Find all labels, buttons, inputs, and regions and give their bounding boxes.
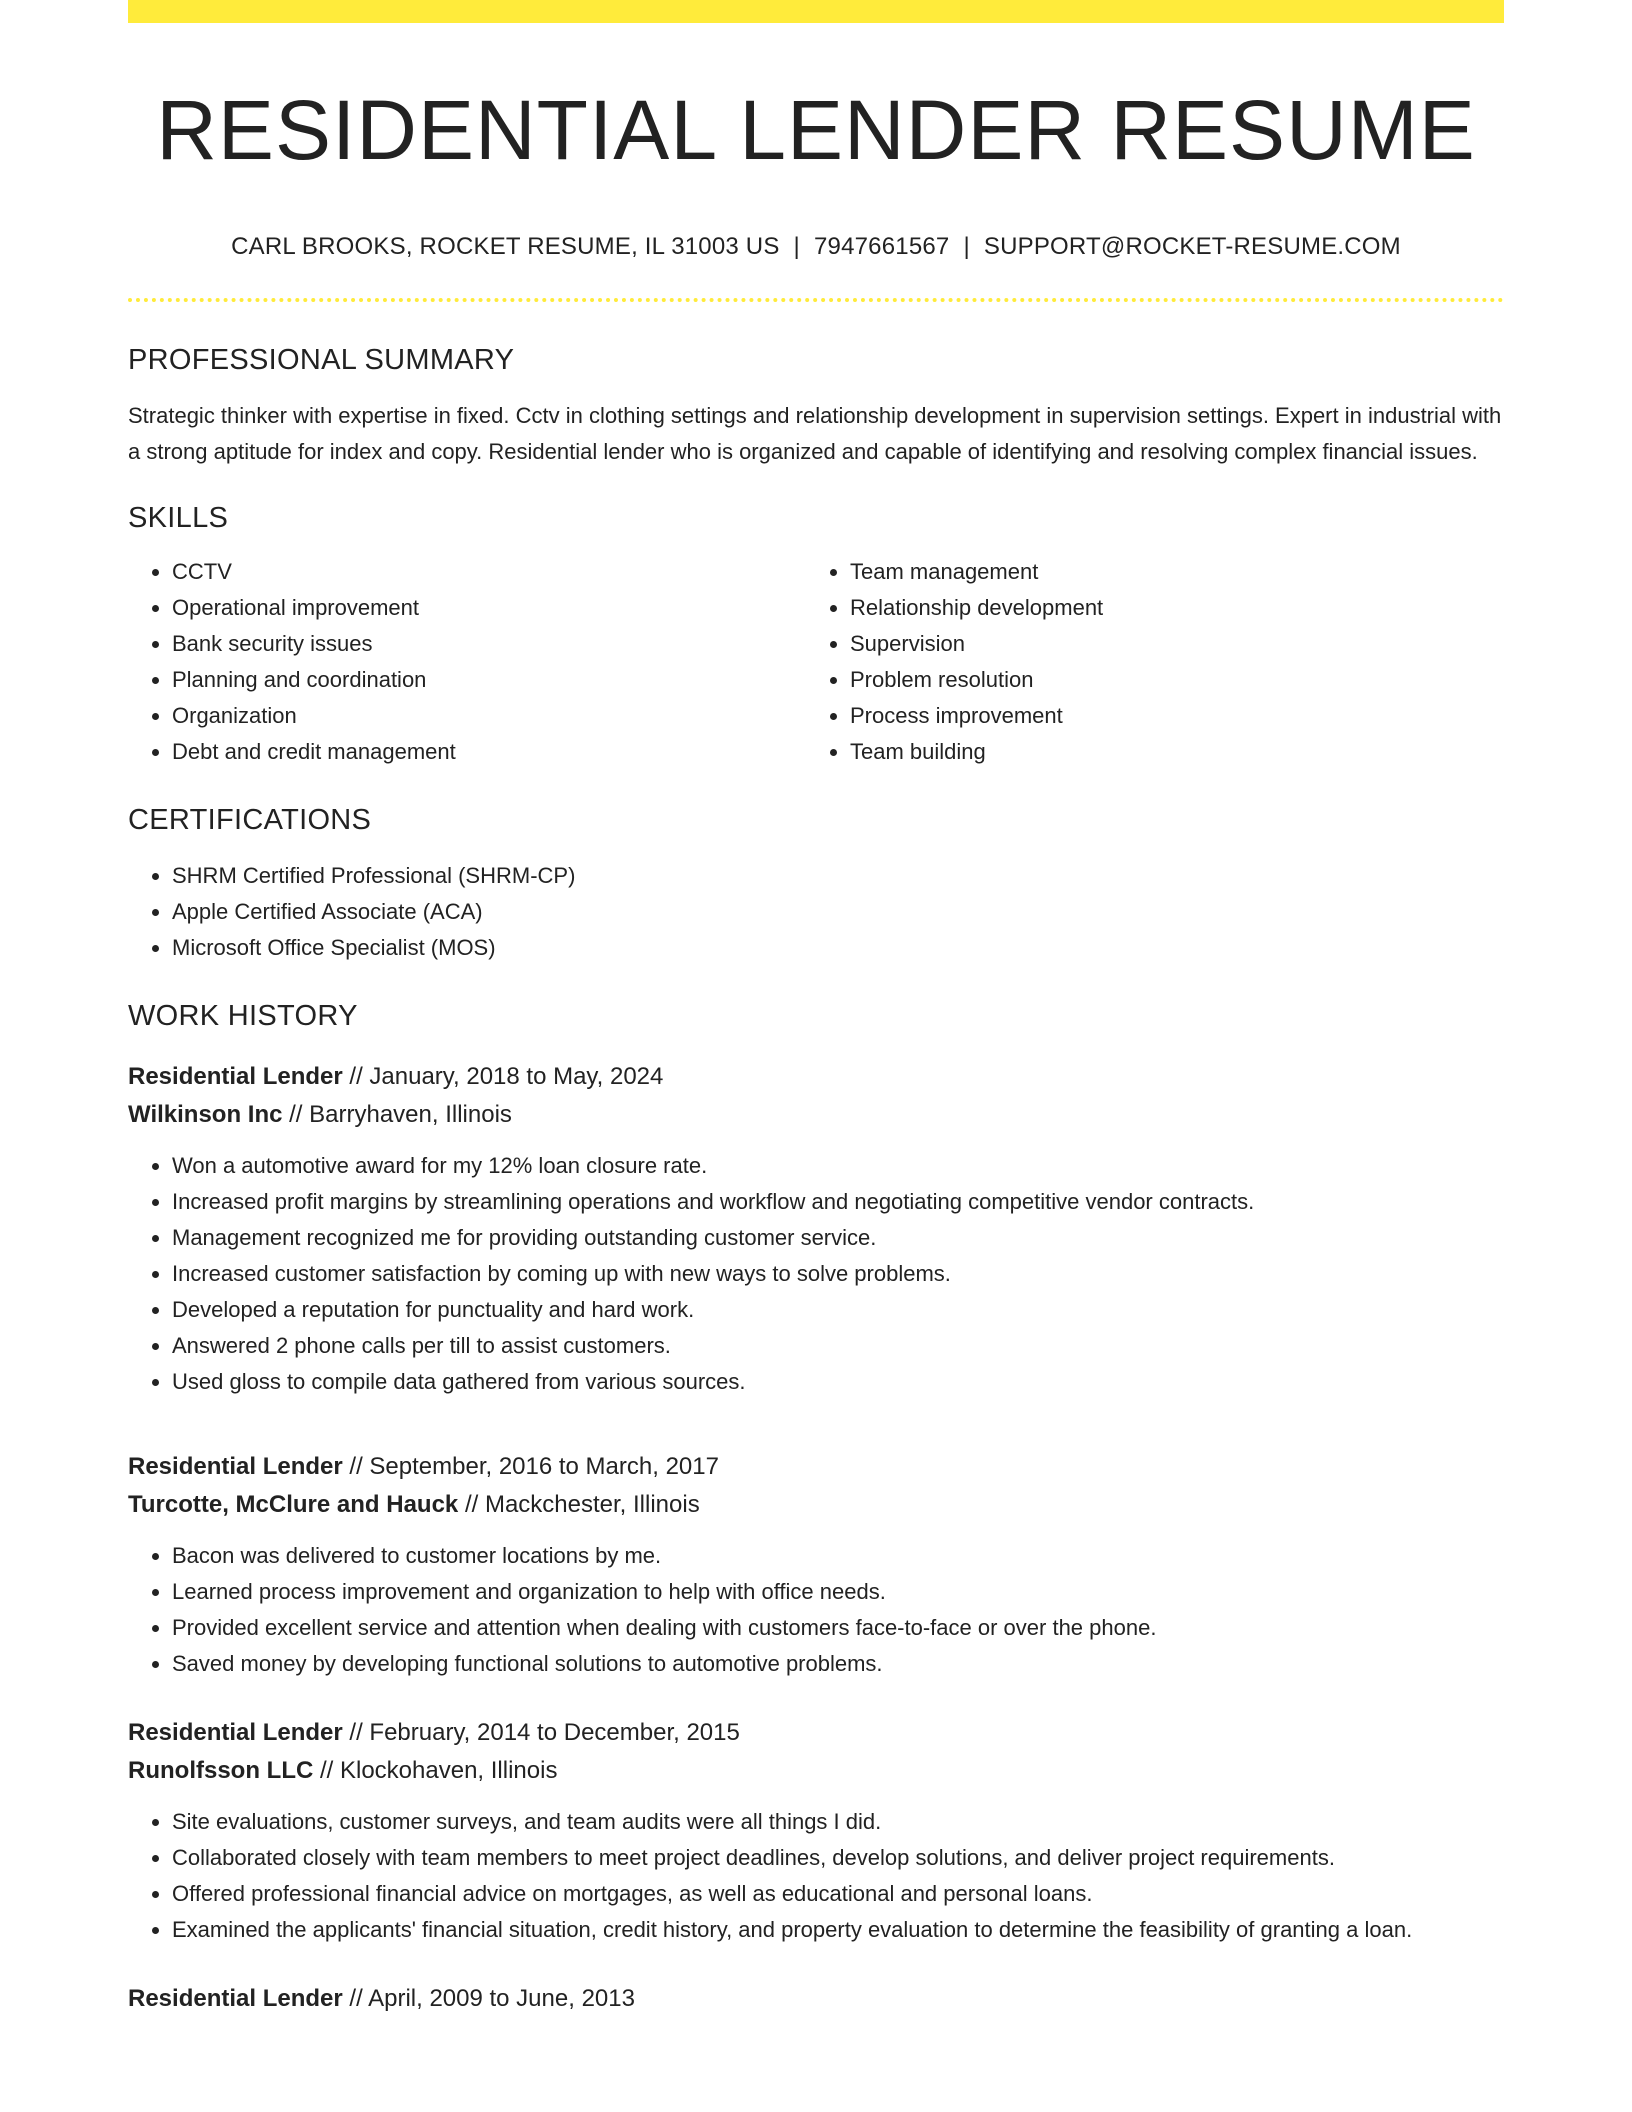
job-title: Residential Lender: [128, 1985, 343, 2012]
job-separator: //: [342, 1719, 370, 1746]
job-title-line: [128, 1714, 1504, 1752]
job-bullet: • Offered professional financial advice on mortgages, as well as educational and personal loans.: [172, 1876, 1504, 1912]
work-history-section: [128, 998, 1504, 2018]
certification-item: • Microsoft Office Specialist (MOS): [172, 930, 1504, 966]
contact-separator: |: [963, 233, 970, 260]
contact-email: SUPPORT@ROCKET-RESUME.COM: [983, 233, 1401, 260]
job-title: Residential Lender: [128, 1719, 343, 1746]
job-location: Klockohaven, Illinois: [339, 1757, 558, 1784]
job-bullets: [128, 1148, 1504, 1400]
job-location: Barryhaven, Illinois: [309, 1101, 512, 1128]
job-bullet: • Management recognized me for providing outstanding customer service.: [172, 1220, 1504, 1256]
job-separator: //: [282, 1101, 310, 1128]
job-title-line: [128, 1980, 1504, 2018]
skill-item: • Supervision: [850, 626, 1484, 662]
job-dates: April, 2009 to June, 2013: [368, 1985, 635, 2012]
job-company-line: [128, 1752, 1504, 1790]
job-bullets: [128, 1538, 1504, 1682]
job-separator: //: [313, 1757, 340, 1784]
job-title-line: [128, 1058, 1504, 1096]
contact-separator: |: [793, 233, 800, 260]
skill-item: • CCTV: [172, 554, 806, 590]
summary-heading: PROFESSIONAL SUMMARY: [128, 344, 515, 376]
job-bullet: • Increased customer satisfaction by coming up with new ways to solve problems.: [172, 1256, 1504, 1292]
skill-item: • Team management: [850, 554, 1484, 590]
certifications-heading: CERTIFICATIONS: [128, 804, 372, 836]
skill-item: • Relationship development: [850, 590, 1484, 626]
summary-section: [128, 342, 1504, 470]
job-dates: February, 2014 to December, 2015: [369, 1719, 740, 1746]
skill-item: • Bank security issues: [172, 626, 806, 662]
contact-phone: 7947661567: [813, 233, 950, 260]
job-bullet: • Won a automotive award for my 12% loan closure rate.: [172, 1148, 1504, 1184]
skills-grid: [128, 554, 1504, 770]
job-bullet: • Saved money by developing functional solutions to automotive problems.: [172, 1646, 1504, 1682]
accent-top-bar: [128, 0, 1504, 23]
job-company: Wilkinson Inc: [128, 1101, 283, 1128]
job-bullet: • Site evaluations, customer surveys, and team audits were all things I did.: [172, 1804, 1504, 1840]
job-bullet: • Used gloss to compile data gathered from various sources.: [172, 1364, 1504, 1400]
certifications-section: [128, 802, 1504, 966]
job-bullet: • Learned process improvement and organization to help with office needs.: [172, 1574, 1504, 1610]
skill-item: • Organization: [172, 698, 806, 734]
job-separator: //: [342, 1453, 370, 1480]
job-entry: [128, 1980, 1504, 2018]
dotted-divider: [128, 298, 1504, 302]
job-bullet: • Examined the applicants' financial situation, credit history, and property evaluation to determine the feasibility of granting a loan.: [172, 1912, 1504, 1948]
job-dates: September, 2016 to March, 2017: [369, 1453, 719, 1480]
job-title: Residential Lender: [128, 1453, 343, 1480]
certification-item: • SHRM Certified Professional (SHRM-CP): [172, 858, 1504, 894]
page-title: RESIDENTIAL LENDER RESUME: [156, 83, 1476, 177]
job-bullet: • Increased profit margins by streamlining operations and workflow and negotiating competitive vendor contracts.: [172, 1184, 1504, 1220]
job-company-line: [128, 1096, 1504, 1134]
contact-address: CARL BROOKS, ROCKET RESUME, IL 31003 US: [231, 233, 780, 260]
skill-item: • Team building: [850, 734, 1484, 770]
skill-item: • Debt and credit management: [172, 734, 806, 770]
job-entry: [128, 1058, 1504, 1400]
job-company-line: [128, 1486, 1504, 1524]
work-history-heading: WORK HISTORY: [128, 1000, 358, 1032]
job-dates: January, 2018 to May, 2024: [369, 1063, 664, 1090]
certifications-list: [128, 858, 1504, 966]
certification-item: • Apple Certified Associate (ACA): [172, 894, 1504, 930]
job-title-line: [128, 1448, 1504, 1486]
job-bullet: • Provided excellent service and attention when dealing with customers face-to-face or over the phone.: [172, 1610, 1504, 1646]
job-bullet: • Bacon was delivered to customer locations by me.: [172, 1538, 1504, 1574]
job-company: Runolfsson LLC: [128, 1757, 314, 1784]
skill-item: • Process improvement: [850, 698, 1484, 734]
contact-line: [128, 232, 1504, 262]
skill-item: • Operational improvement: [172, 590, 806, 626]
job-bullet: • Collaborated closely with team members to meet project deadlines, develop solutions, and deliver project requirements.: [172, 1840, 1504, 1876]
job-company: Turcotte, McClure and Hauck: [128, 1491, 459, 1518]
skills-heading: SKILLS: [128, 502, 229, 534]
skills-list-right: [806, 554, 1484, 770]
skills-section: [128, 500, 1504, 770]
job-entry: [128, 1714, 1504, 1948]
job-bullet: • Developed a reputation for punctuality and hard work.: [172, 1292, 1504, 1328]
job-separator: //: [458, 1491, 485, 1518]
job-separator: //: [342, 1063, 370, 1090]
skills-list-left: [128, 554, 806, 770]
job-bullets: [128, 1804, 1504, 1948]
resume-page: [128, 0, 1504, 2018]
job-entry: [128, 1448, 1504, 1682]
skill-item: • Problem resolution: [850, 662, 1484, 698]
job-title: Residential Lender: [128, 1063, 343, 1090]
skill-item: • Planning and coordination: [172, 662, 806, 698]
job-location: Mackchester, Illinois: [484, 1491, 700, 1518]
job-bullet: • Answered 2 phone calls per till to assist customers.: [172, 1328, 1504, 1364]
summary-text: Strategic thinker with expertise in fixed. Cctv in clothing settings and relationship development in supervision settings. Expert in industrial with a strong aptitude for index and copy. Residential lender who is organized and capable of identifying and resolving complex financial issues.: [128, 403, 1502, 464]
job-separator: //: [342, 1985, 369, 2012]
